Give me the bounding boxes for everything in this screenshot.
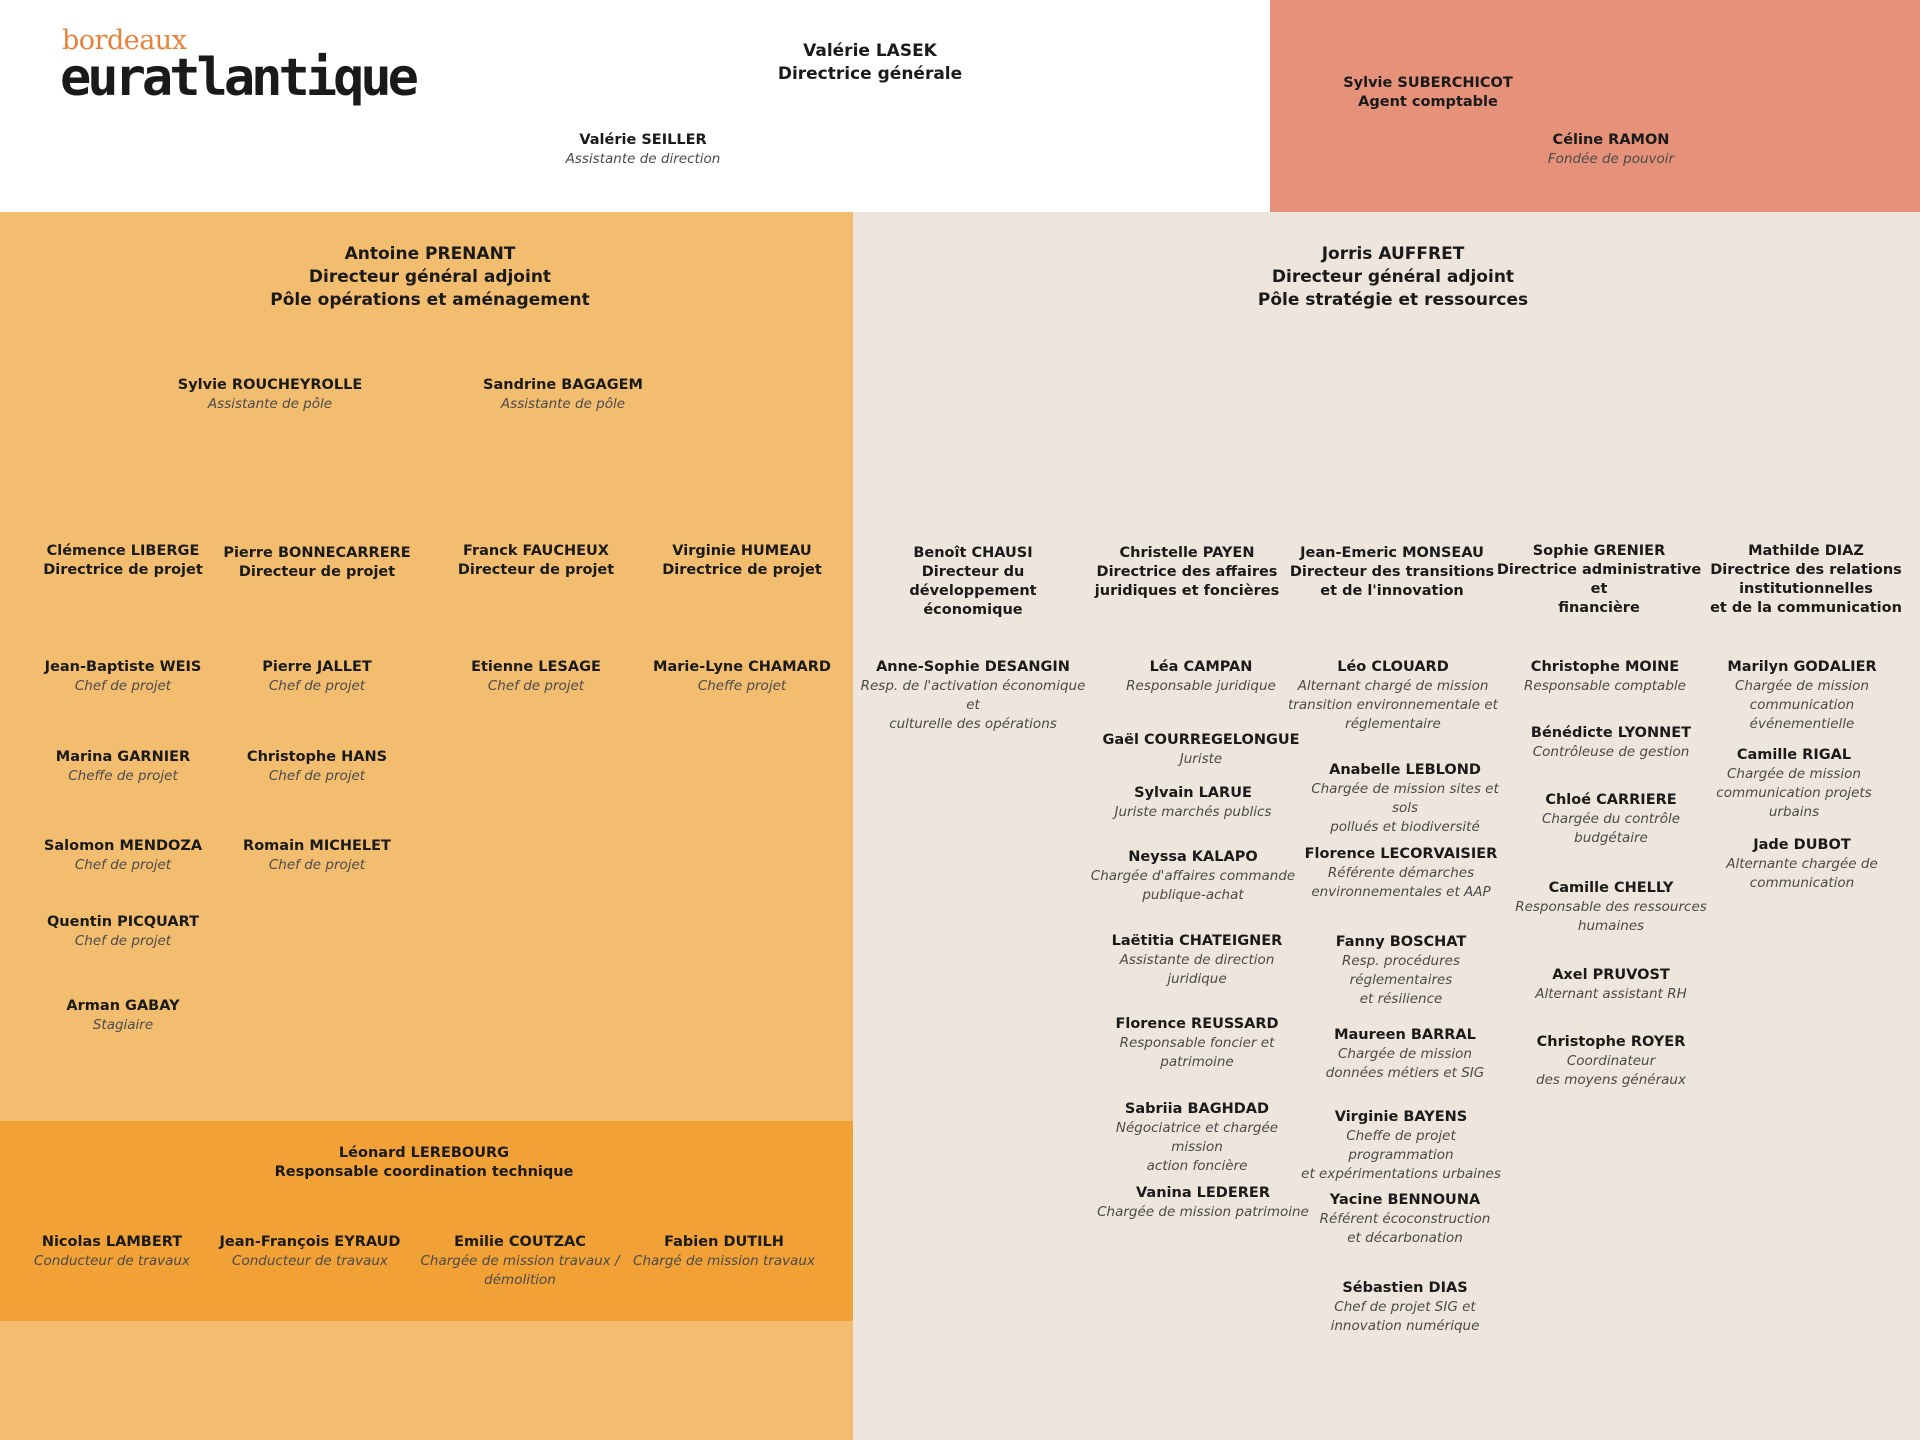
accounting-agent-node	[1298, 74, 1558, 112]
person-role: et résilience	[1359, 991, 1443, 1007]
strategy-team-member-node	[1092, 1015, 1302, 1072]
strategy-team-member-node	[1096, 1184, 1310, 1222]
person-role: Chef de projet	[74, 678, 172, 694]
strategy-director-node	[1286, 544, 1498, 601]
strategy-director-node	[873, 544, 1073, 620]
person-role: Chargée du contrôle	[1541, 811, 1681, 827]
person-role: Juriste marchés publics	[1114, 804, 1272, 820]
person-role: Alternant assistant RH	[1535, 986, 1687, 1002]
person-name: Mathilde DIAZ	[1748, 543, 1864, 559]
strategy-team-member-node	[1689, 746, 1899, 822]
person-name: Jean-Emeric MONSEAU	[1300, 545, 1484, 561]
person-name: Marina GARNIER	[55, 749, 191, 765]
person-name: Sylvie ROUCHEYROLLE	[177, 377, 363, 393]
person-role: Chargée de mission travaux /	[420, 1253, 620, 1269]
person-name: Laëtitia CHATEIGNER	[1111, 933, 1283, 949]
person-name: Jorris AUFFRET	[1321, 244, 1465, 264]
person-role: Conducteur de travaux	[232, 1253, 388, 1269]
person-name: Franck FAUCHEUX	[463, 543, 609, 559]
person-name: Léonard LEREBOURG	[338, 1145, 510, 1161]
ops-team-member-node	[217, 658, 417, 696]
person-role: Agent comptable	[1358, 94, 1498, 110]
person-role: Chargée de mission	[1727, 766, 1861, 782]
pole-name: Pôle stratégie et ressources	[1257, 290, 1529, 310]
coordination-member-node	[22, 1233, 202, 1271]
person-role: Chef de projet	[268, 678, 366, 694]
person-name: Nicolas LAMBERT	[41, 1234, 183, 1250]
person-name: Valérie LASEK	[803, 41, 937, 61]
person-name: Salomon MENDOZA	[43, 838, 203, 854]
strategy-team-member-node	[1511, 791, 1711, 848]
strategy-team-member-node	[1296, 933, 1506, 1009]
person-role: Assistante de direction	[565, 151, 721, 167]
person-name: Marilyn GODALIER	[1727, 659, 1877, 675]
director-general-node	[690, 40, 1050, 86]
person-role: budgétaire	[1574, 830, 1648, 846]
strategy-team-member-node	[1096, 658, 1306, 696]
person-role: Directeur des transitions	[1289, 564, 1495, 580]
person-role: des moyens généraux	[1536, 1072, 1686, 1088]
technical-coordination-head-node	[224, 1144, 624, 1182]
person-name: Chloé CARRIERE	[1545, 792, 1677, 808]
person-role: Assistante de direction	[1119, 952, 1275, 968]
logo-bordeaux-text: bordeaux	[62, 25, 187, 56]
person-name: Christophe MOINE	[1530, 659, 1680, 675]
person-name: Sébastien DIAS	[1342, 1280, 1468, 1296]
person-role: Directrice générale	[777, 64, 963, 84]
person-role: Directeur de projet	[457, 562, 615, 578]
strategy-team-member-node	[1092, 932, 1302, 989]
strategy-pole-head-node	[1143, 243, 1643, 312]
person-name: Valérie SEILLER	[579, 132, 707, 148]
ops-assistant-node	[443, 376, 683, 414]
person-role: juridique	[1167, 971, 1227, 987]
ops-team-member-node	[642, 658, 842, 696]
person-role: institutionnelles	[1739, 581, 1873, 597]
person-name: Fanny BOSCHAT	[1335, 934, 1467, 950]
person-role: Négociatrice et chargée mission	[1115, 1120, 1279, 1155]
ops-project-director-node	[23, 542, 223, 580]
strategy-team-member-node	[1300, 1279, 1510, 1336]
person-name: Léa CAMPAN	[1149, 659, 1253, 675]
person-name: Emilie COUTZAC	[454, 1234, 586, 1250]
person-role: Chargée d'affaires commande	[1090, 868, 1296, 884]
person-role: Chargé de mission travaux	[633, 1253, 815, 1269]
person-role: Responsable comptable	[1524, 678, 1686, 694]
person-name: Marie-Lyne CHAMARD	[653, 659, 831, 675]
strategy-director-node	[1494, 542, 1704, 618]
person-role: Assistante de pôle	[500, 396, 626, 412]
person-role: Chef de projet	[487, 678, 585, 694]
person-role: économique	[923, 602, 1023, 618]
person-role: et décarbonation	[1347, 1230, 1463, 1246]
person-name: Céline RAMON	[1552, 132, 1670, 148]
strategy-team-member-node	[858, 658, 1088, 734]
strategy-team-member-node	[1505, 658, 1705, 696]
person-name: Sandrine BAGAGEM	[483, 377, 643, 393]
person-role: Resp. procédures réglementaires	[1342, 953, 1460, 988]
ops-project-director-node	[436, 542, 636, 580]
person-name: Léo CLOUARD	[1337, 659, 1449, 675]
person-role: Responsable coordination technique	[274, 1164, 574, 1180]
ops-team-member-node	[436, 658, 636, 696]
person-name: Clémence LIBERGE	[46, 543, 200, 559]
euratlantique-logo	[62, 26, 422, 106]
person-role: Juriste	[1179, 751, 1223, 767]
person-name: Sylvie SUBERCHICOT	[1343, 75, 1513, 91]
ops-team-member-node	[217, 837, 417, 875]
strategy-team-member-node	[1697, 836, 1907, 893]
person-role: et expérimentations urbaines	[1301, 1166, 1501, 1182]
person-name: Bénédicte LYONNET	[1530, 725, 1692, 741]
person-name: Benoît CHAUSI	[913, 545, 1033, 561]
person-role: Alternante chargée de	[1726, 856, 1878, 872]
person-role: publique-achat	[1142, 887, 1244, 903]
person-role: Directrice des affaires	[1096, 564, 1278, 580]
person-role: Chef de projet	[268, 857, 366, 873]
strategy-team-member-node	[1090, 1100, 1304, 1176]
person-name: Christophe HANS	[246, 749, 388, 765]
person-role: environnementales et AAP	[1311, 884, 1491, 900]
person-name: Quentin PICQUART	[46, 914, 200, 930]
person-role: humaines	[1577, 918, 1645, 934]
person-role: Chargée de mission sites et sols	[1311, 781, 1499, 816]
person-role: Chargée de mission	[1735, 678, 1869, 694]
strategy-team-member-node	[1511, 966, 1711, 1004]
person-role: Directeur du	[921, 564, 1025, 580]
person-role: Référent écoconstruction	[1319, 1211, 1491, 1227]
person-name: Jean-Baptiste WEIS	[44, 659, 202, 675]
person-name: Maureen BARRAL	[1334, 1027, 1476, 1043]
person-role: Cheffe de projet	[68, 768, 178, 784]
person-name: Christelle PAYEN	[1119, 545, 1255, 561]
person-role: Resp. de l'activation économique et	[860, 678, 1086, 713]
person-name: Sabriia BAGHDAD	[1124, 1101, 1270, 1117]
strategy-director-node	[1082, 544, 1292, 601]
person-name: Pierre JALLET	[262, 659, 372, 675]
ops-pole-head-node	[180, 243, 680, 312]
person-role: pollués et biodiversité	[1330, 819, 1480, 835]
strategy-team-member-node	[1511, 1033, 1711, 1090]
strategy-team-member-node	[1096, 731, 1306, 769]
ops-team-member-node	[23, 658, 223, 696]
direction-assistant-node	[523, 131, 763, 169]
person-name: Anne-Sophie DESANGIN	[876, 659, 1070, 675]
strategy-team-member-node	[1288, 658, 1498, 734]
logo-euratlantique-text: euratlantique	[60, 48, 415, 108]
person-role: Fondée de pouvoir	[1547, 151, 1675, 167]
person-role: Directrice des relations	[1710, 562, 1902, 578]
person-role: juridiques et foncières	[1094, 583, 1280, 599]
person-name: Sophie GRENIER	[1532, 543, 1666, 559]
strategy-director-node	[1706, 542, 1906, 618]
person-name: Antoine PRENANT	[344, 244, 516, 264]
person-name: Vanina LEDERER	[1136, 1185, 1270, 1201]
person-role: Chargée de mission patrimoine	[1097, 1204, 1309, 1220]
person-name: Jean-François EYRAUD	[219, 1234, 401, 1250]
person-name: Pierre BONNECARRERE	[223, 545, 411, 561]
person-role: Assistante de pôle	[207, 396, 333, 412]
ops-team-member-node	[23, 748, 223, 786]
person-role: Référente démarches	[1327, 865, 1475, 881]
person-name: Jade DUBOT	[1753, 837, 1851, 853]
person-role: données métiers et SIG	[1325, 1065, 1485, 1081]
ops-team-member-node	[217, 748, 417, 786]
person-role: transition environnementale et	[1288, 697, 1498, 713]
person-role: et de la communication	[1710, 600, 1902, 616]
strategy-team-member-node	[1300, 1191, 1510, 1248]
person-role: Responsable des ressources	[1515, 899, 1707, 915]
person-role: communication	[1749, 875, 1855, 891]
person-role: Chargée de mission	[1338, 1046, 1472, 1062]
person-name: Virginie BAYENS	[1334, 1109, 1468, 1125]
ops-assistant-node	[150, 376, 390, 414]
strategy-team-member-node	[1296, 1108, 1506, 1184]
person-role: Responsable foncier et	[1119, 1035, 1275, 1051]
person-name: Sylvain LARUE	[1134, 785, 1252, 801]
coordination-member-node	[420, 1233, 620, 1290]
person-role: patrimoine	[1160, 1054, 1234, 1070]
person-role: démolition	[484, 1272, 556, 1288]
ops-project-director-node	[212, 544, 422, 582]
person-role: Contrôleuse de gestion	[1532, 744, 1690, 760]
person-name: Etienne LESAGE	[471, 659, 601, 675]
coordination-member-node	[624, 1233, 824, 1271]
strategy-team-member-node	[1088, 784, 1298, 822]
person-name: Camille RIGAL	[1736, 747, 1852, 763]
coordination-member-node	[210, 1233, 410, 1271]
person-role: Chef de projet	[74, 857, 172, 873]
person-role: Chef de projet	[74, 933, 172, 949]
person-role: Alternant chargé de mission	[1297, 678, 1489, 694]
person-role: Cheffe projet	[697, 678, 787, 694]
person-name: Gaël COURREGELONGUE	[1102, 732, 1300, 748]
person-role: et de l'innovation	[1320, 583, 1464, 599]
person-role: réglementaire	[1345, 716, 1441, 732]
person-role: Chef de projet SIG et	[1334, 1299, 1476, 1315]
person-role: Directrice de projet	[662, 562, 822, 578]
person-role: Responsable juridique	[1126, 678, 1276, 694]
ops-team-member-node	[23, 913, 223, 951]
person-role: Conducteur de travaux	[34, 1253, 190, 1269]
person-role: Chef de projet	[268, 768, 366, 784]
person-name: Romain MICHELET	[243, 838, 391, 854]
person-role: Cheffe de projet programmation	[1346, 1128, 1456, 1163]
proxy-holder-node	[1491, 131, 1731, 169]
person-name: Axel PRUVOST	[1552, 967, 1670, 983]
ops-team-member-node	[23, 837, 223, 875]
person-name: Anabelle LEBLOND	[1329, 762, 1481, 778]
person-role: développement	[909, 583, 1037, 599]
person-role: Directeur de projet	[238, 564, 396, 580]
person-role: financière	[1558, 600, 1640, 616]
person-name: Yacine BENNOUNA	[1329, 1192, 1481, 1208]
person-role: Directeur général adjoint	[1271, 267, 1515, 287]
person-role: Stagiaire	[92, 1017, 154, 1033]
person-name: Neyssa KALAPO	[1128, 849, 1258, 865]
person-name: Fabien DUTILH	[664, 1234, 784, 1250]
strategy-team-member-node	[1511, 724, 1711, 762]
person-name: Camille CHELLY	[1548, 880, 1674, 896]
person-role: culturelle des opérations	[889, 716, 1057, 732]
strategy-team-member-node	[1697, 658, 1907, 734]
person-name: Arman GABAY	[66, 998, 180, 1014]
person-name: Virginie HUMEAU	[672, 543, 812, 559]
strategy-team-member-node	[1088, 848, 1298, 905]
person-role: communication projets urbains	[1716, 785, 1872, 820]
person-name: Christophe ROYER	[1536, 1034, 1686, 1050]
strategy-team-member-node	[1511, 879, 1711, 936]
strategy-team-member-node	[1296, 845, 1506, 902]
person-role: Directeur général adjoint	[308, 267, 552, 287]
person-role: innovation numérique	[1330, 1318, 1480, 1334]
pole-name: Pôle opérations et aménagement	[270, 290, 590, 310]
strategy-team-member-node	[1300, 1026, 1510, 1083]
person-role: communication événementielle	[1749, 697, 1855, 732]
ops-project-director-node	[642, 542, 842, 580]
strategy-team-member-node	[1300, 761, 1510, 837]
ops-team-member-node	[23, 997, 223, 1035]
person-role: action foncière	[1146, 1158, 1248, 1174]
person-role: Directrice administrative et	[1496, 562, 1702, 597]
person-role: Directrice de projet	[43, 562, 203, 578]
person-role: Coordinateur	[1566, 1053, 1656, 1069]
person-name: Florence REUSSARD	[1115, 1016, 1279, 1032]
person-name: Florence LECORVAISIER	[1304, 846, 1498, 862]
